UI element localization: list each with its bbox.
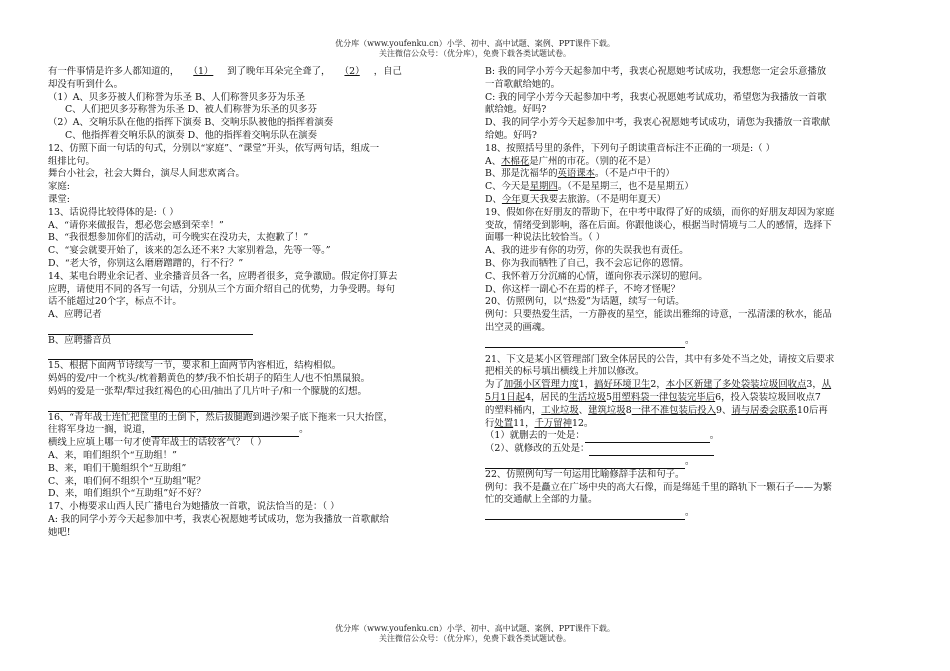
q11-option-2cd: C、他指挥着交响乐队的演奏 D、他的指挥着交响乐队在演奏 xyxy=(65,129,318,141)
q21-stem: 21、下文是某小区管理部门致全体居民的公告，其中有多处不当之处，请按文后要求 xyxy=(485,353,835,365)
q13-option-b: B、“我很想参加你们的活动，可今晚实在没功夫，太抱歉了！” xyxy=(48,232,309,244)
q21-answer-blank-2[interactable] xyxy=(589,445,714,456)
q16-option-b: B、来，咱们干脆组织个“互助组” xyxy=(48,462,187,474)
q17-option-a: A: 我的同学小芳今天起参加中考，我衷心祝愿她考试成功，您为我播放一首歌献给 xyxy=(48,513,390,525)
q13-option-a: A、“请你来做报告，想必您会感到荣幸！” xyxy=(48,219,224,231)
footer-line-2: 关注微信公众号：（优分库），免费下载各类试题试卷。 xyxy=(379,634,571,643)
q17-option-b-cont: 一首歌献给她的。 xyxy=(485,78,561,90)
q22-answer-line[interactable]: 。 xyxy=(485,507,905,520)
q14-option-b: B、应聘播音员 xyxy=(48,334,112,346)
left-column xyxy=(48,66,468,539)
q11-option-1ab: （1）A、贝多芬被人们称誉为乐圣 B、人们称誉贝多芬为乐圣 xyxy=(48,91,305,103)
q16-option-c: C、来，咱们何不组织个“互助组”呢？ xyxy=(48,475,206,487)
q12-stem-cont: 组排比句。 xyxy=(48,155,95,167)
q21-sub-question-1: （1）就删去的一处是： 。 xyxy=(485,430,720,442)
q19-stem: 19、假如你在好朋友的帮助下，在中考中取得了好的成绩，而你的好朋友却因为家庭 xyxy=(485,206,835,218)
q17-option-c-cont: 献给她。好吗? xyxy=(485,104,547,116)
header-line-2: 关注微信公众号：（优分库），免费下载各类试题试卷。 xyxy=(379,49,571,58)
header-line-1: 优分库（www.youfenku.cn）小学、初中、高中试题、案例、PPT课件下载。 xyxy=(335,39,615,48)
q18-option-a: A、木棉花是广州的市花。（别的花不是） xyxy=(485,155,656,167)
q21-answer-blank-1[interactable] xyxy=(585,432,710,443)
q21-stem-cont: 把相关的标号填出横线上并加以修改。 xyxy=(485,366,645,378)
q20-example-cont: 出空灵的画魂。 xyxy=(485,321,551,333)
q16-question: 横线上应填上哪一句才使青年战士的话较客气？（ ） xyxy=(48,437,267,449)
footer-line-1: 优分库（www.youfenku.cn）小学、初中、高中试题、案例、PPT课件下载。 xyxy=(335,624,615,633)
q18-stem: 18、按照括号里的条件，下列句子朗读重音标注不正确的一项是:（ ） xyxy=(485,142,775,154)
q20-answer-line[interactable]: 。 xyxy=(485,335,905,348)
q20-example: 例句：只要热爱生活，一方静夜的星空，能读出雅绵的诗意，一泓清漾的秋水，能品 xyxy=(485,309,832,321)
q11-intro: 有一件事情是许多人都知道的， （1） 到了晚年耳朵完全聋了， （2） ，自己 xyxy=(48,66,402,77)
q19-stem-cont2: 面哪一种说法比较恰当。（ ） xyxy=(485,232,606,244)
q22-stem: 22、仿照例句写一句运用比喻修辞手法和句子。 xyxy=(485,468,685,480)
q17-stem: 17、小梅要求山西人民广播电台为她播放一首歌，说法恰当的是：（ ） xyxy=(48,501,340,513)
page-header xyxy=(0,39,950,59)
q17-option-d-cont: 给她。好吗? xyxy=(485,129,537,141)
q12-family-label: 家庭: xyxy=(48,181,70,193)
q11-intro-cont: 却没有听到什么。 xyxy=(48,78,124,90)
q18-option-d: D、今年夏天我要去旅游。（不是明年夏天） xyxy=(485,193,666,205)
q16-stem-cont: 往将军身边一搁，说道， 。 xyxy=(48,424,309,436)
q16-stem: 16、“青年战士连忙把筐里的土倒下，然后拔腿跑到遇沙架子底下拖来一只大抬筐， xyxy=(48,411,393,423)
q14-option-a: A、应聘记者 xyxy=(48,309,102,321)
q21-notice-line-2: 5月1日起4，居民的生活垃圾5用塑料袋一律包装完毕后6，投入袋装垃圾回收点7 xyxy=(485,391,821,403)
q13-stem: 13、话说得比较得体的是:（ ） xyxy=(48,206,179,218)
q20-stem: 20、仿照例句，以“热爱”为话题，续写一句话。 xyxy=(485,296,685,308)
q12-example: 舞台小社会，社会大舞台，演尽人间悲欢离合。 xyxy=(48,168,245,180)
q22-example: 例句：我不是矗立在广场中央的高大石像，而是绵延千里的路轨下一颗石子——为繁 xyxy=(485,481,832,493)
q14-answer-line-b[interactable] xyxy=(48,348,468,361)
q14-stem-cont2: 话不能超过20个字，标点不计。 xyxy=(48,296,182,308)
q21-notice-line-1: 为了加强小区管理力度1，搞好环境卫生2，本小区新建了多处袋装垃圾回收点3，从 xyxy=(485,379,832,391)
q18-option-c: C、今天是星期四。（不是星期三，也不是星期五） xyxy=(485,181,694,193)
right-column xyxy=(485,66,905,520)
q17-option-b: B: 我的同学小芳今天起参加中考，我衷心祝愿她考试成功，我想您一定会乐意播放 xyxy=(485,66,827,77)
q19-option-c: C、我怀着万分沉痛的心情，谨向你表示深切的慰问。 xyxy=(485,270,708,282)
q11-option-1cd: C、人们把贝多芬称誉为乐圣 D、被人们称誉为乐圣的贝多芬 xyxy=(65,104,318,116)
q16-option-a: A、来，咱们组织个“互助组！” xyxy=(48,449,177,461)
q18-option-b: B、那是沈福华的英语课本。（不是卢中干的） xyxy=(485,168,675,180)
q16-option-d: D、来，咱们组织个“互助组”好不好？ xyxy=(48,488,206,500)
page-footer xyxy=(0,624,950,644)
q21-sub-question-2: （2）、就修改的五处是： xyxy=(485,443,905,456)
q12-stem: 12、仿照下面一句话的句式，分别以“家庭”、“课堂”开头，依写两句话，组成一 xyxy=(48,142,380,154)
q16-answer-blank[interactable] xyxy=(151,426,299,437)
q22-example-cont: 忙的交通献上全部的力量。 xyxy=(485,494,598,506)
q19-stem-cont1: 变故，情绪受到影响，落在后面。你跟他谈心，根据当时情境与二人的感情，选择下 xyxy=(485,219,832,231)
q19-option-d: D、你这样一副心不在焉的样子，不垮才怪呢？ xyxy=(485,283,681,295)
q14-stem: 14、某电台聘业余记者、业余播音员各一名，应聘者很多，竞争激励。假定你打算去 xyxy=(48,270,398,282)
q11-option-2ab: （2）A、交响乐队在他的指挥下演奏 B、交响乐队被他的指挥着演奏 xyxy=(48,117,334,129)
q19-option-b: B、你为我而牺牲了自己，我不会忘记你的恩情。 xyxy=(485,257,689,269)
q15-stem: 15、根据下面两节诗续写一节，要求和上面两节内容相近，结构相似。 xyxy=(48,360,342,372)
q17-option-d: D、我的同学小芳今天起参加中考，我衷心祝愿她考试成功，请您为我播放一首歌献 xyxy=(485,117,831,129)
q13-option-c: C、“宴会就要开始了，该来的怎么还不来? 大家别着急，先等一等。” xyxy=(48,245,331,257)
q13-option-d: D、“老大爷，你别这么磨磨蹭蹭的，行不行？” xyxy=(48,257,244,269)
q19-option-a: A、我的进步有你的功劳，你的失误我也有责任。 xyxy=(485,245,689,257)
q14-stem-cont1: 应聘，请使用不同的各写一句话，分别从三个方面介绍自己的优势，力争受聘。每句 xyxy=(48,283,395,295)
q17-option-a-cont: 她吧! xyxy=(48,526,71,538)
q15-poem-2: 妈妈的爱是一张犁/犁过我红褐色的心田/抽出了几片叶子/和一个朦胧的幻想。 xyxy=(48,385,367,397)
q21-notice-line-3: 的塑料桶内，工业垃圾、建筑垃圾8一律不准包装后投入9、请与居委会联系10后再 xyxy=(485,404,828,416)
q15-answer-line[interactable] xyxy=(48,399,468,412)
q17-option-c: C: 我的同学小芳今天起参加中考，我衷心祝愿她考试成功，希望您为我播放一首歌 xyxy=(485,91,827,103)
q21-answer-line[interactable]: 。 xyxy=(485,456,905,469)
q15-poem-1: 妈妈的爱/中一个枕头/枕着鹅黄色的梦/我不怕长胡子的陌生人/也不怕黑鼠狼。 xyxy=(48,373,371,385)
q12-class-label: 课堂: xyxy=(48,193,70,205)
q21-notice-line-4: 行处置11，千万留神12。 xyxy=(485,417,594,429)
q14-answer-line-a[interactable] xyxy=(48,322,468,335)
